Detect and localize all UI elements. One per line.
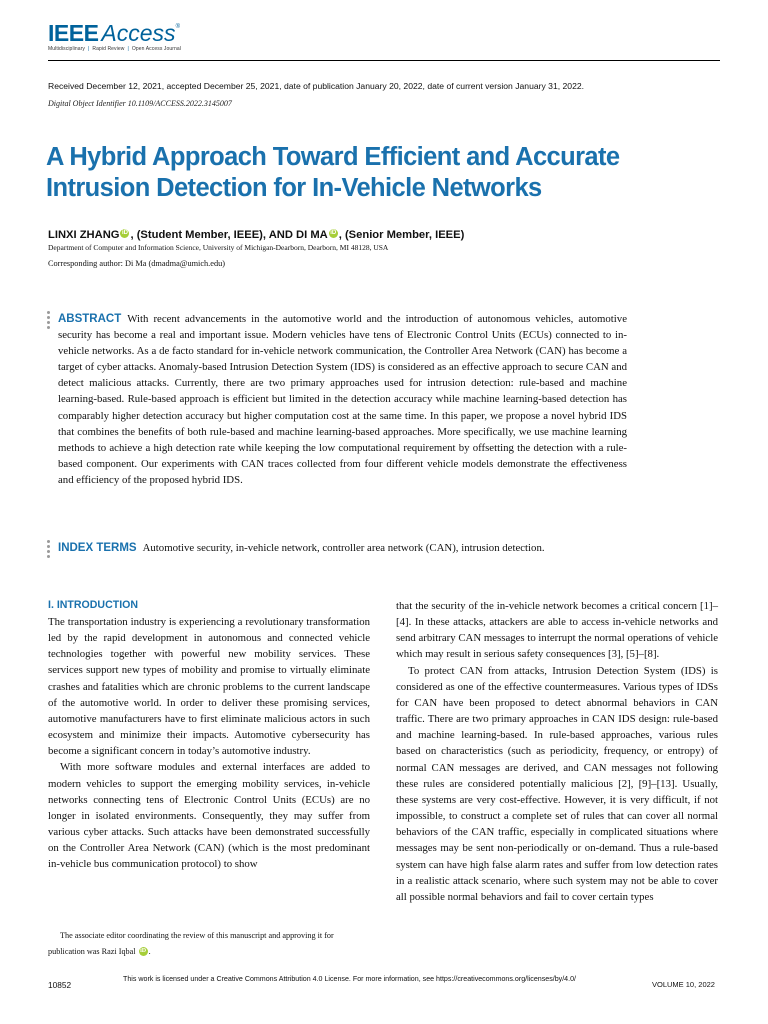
footnote-text: The associate editor coordinating the review of this manuscript and approving it for publication was Razi Iqbal — [48, 931, 334, 956]
index-terms-dots-icon — [47, 540, 50, 560]
abstract — [58, 311, 627, 488]
paper-title — [46, 142, 726, 204]
orcid-icon[interactable]: iD — [121, 230, 128, 236]
paragraph: that the security of the in-vehicle network becomes a critical concern [1]–[4]. In these attacks, attackers are able to access in-vehicle networks and send arbitrary CAN messages to interrupt the normal operations of vehicle which may result in serious safety consequences [3], [5]–[8]. — [396, 600, 719, 661]
abstract-text: With recent advancements in the automotive world and the introduction of autonomous vehicles, automotive security has become a real and important issue. Modern vehicles have tens of Electronic Control Units (ECUs) connected to in-vehicle networks. As a de facto standard for in-vehicle network communication, the Controller Area Network (CAN) has become a target of cyber attacks. Anomaly-based Intrusion Detection System (IDS) is considered as an effective approach to secure CAN and detect malicious attacks. Currently, there are two primary approaches used for intrusion detection: rule-based and machine learning-based. Rule-based approach is efficient but limited in the detection accuracy while machine learning-based detection has comparably higher detection accuracy but higher computation cost at the same time. In this paper, we propose a novel hybrid IDS that combines the benefits of both rule-based and machine learning-based approaches. More specifically, we use machine learning methods to achieve a high detection rate while keeping the low computational requirement by offsetting the detection with a rule-based component. Our experiments with CAN traces collected from four different vehicle models demonstrate the effectiveness and efficiency of the proposed hybrid IDS. — [58, 313, 627, 486]
orcid-icon[interactable]: iD — [330, 230, 337, 236]
publication-dates: Received December 12, 2021, accepted December 25, 2021, date of publication January 20, 2022, date of current version January 31, 2022. — [48, 81, 585, 91]
author-role: , (Student Member, IEEE), AND DI MA — [130, 229, 328, 241]
tagline-item: Multidisciplinary — [48, 46, 85, 52]
title-line: A Hybrid Approach Toward Efficient and Accurate — [46, 143, 620, 171]
abstract-label: ABSTRACT — [58, 313, 122, 325]
tagline-separator: | — [88, 46, 90, 52]
abstract-dots-icon — [47, 311, 50, 331]
corresponding-author: Corresponding author: Di Ma (dmadma@umich.edu) — [48, 259, 225, 268]
author-line — [48, 229, 464, 241]
right-column — [396, 598, 718, 905]
logo-access: Access — [101, 20, 176, 46]
tagline-item: Rapid Review — [92, 46, 125, 52]
volume-info: VOLUME 10, 2022 — [652, 980, 715, 989]
journal-tagline — [48, 46, 181, 52]
affiliation: Department of Computer and Information Science, University of Michigan-Dearborn, Dearborn, MI 48128, USA — [48, 243, 389, 252]
paragraph: With more software modules and external interfaces are added to modern vehicles to support the emerging mobility services, in-vehicle networks connecting tens of Electronic Control Units (ECUs) are no longer in isolated environments. Consequently, they may suffer from various cyber attacks. Such attacks have been demonstrated successfully on the Controller Area Network (CAN) (which is the most predominant in-vehicle bus communication protocol) to show — [48, 761, 370, 871]
paragraph: The transportation industry is experiencing a revolutionary transformation led by the rapid development in autonomous and connected vehicle technologies together with powerful new mobility services. These services support new types of mobility and promise to virtually eliminate crashes and fatalities which are chronic problems to the current landscape of the automotive world. In order to deliver these promising services, automotive manufacturers have to first eliminate malicious actors in such ecosystem and minimize their impacts. Automotive cybersecurity has become a significant concern in today’s automotive industry. — [48, 616, 370, 758]
paragraph: To protect CAN from attacks, Intrusion Detection System (IDS) is considered as one of the effective countermeasures. Various types of IDSs for CAN have been proposed to detect abnormal behaviors in CAN traffic. There are two primary approaches in CAN IDS design: rule-based and machine learning-based. In rule-based approaches, various rules based on characteristics (such as periodicity, frequency, or entropy) of normal CAN messages are derived, and CAN messages not following these rules are considered potentially malicious [2], [9]–[13]. Usually, these systems are very cost-effective. However, it is very difficult, if not impossible, to construct a complete set of rules that can cover all normal behaviors of the CAN traffic, especially in complicated situations where messages may be sent non-periodically or on-demand. Thus a rule-based system can have high false alarm rates and suffer from low detection rates in a realistic attack scenario, where such system may not be able to cover all possible normal behaviors and fail to cover certain types — [396, 664, 718, 903]
section-heading: I. INTRODUCTION — [48, 599, 139, 611]
title-line: Intrusion Detection for In-Vehicle Networks — [46, 174, 542, 202]
footnote-end: . — [148, 946, 151, 956]
logo-trademark: ® — [175, 24, 180, 30]
author-name: LINXI ZHANG — [48, 229, 120, 241]
doi: Digital Object Identifier 10.1109/ACCESS.2022.3145007 — [48, 99, 232, 108]
logo-ieee: IEEE — [48, 20, 99, 46]
index-terms-text: Automotive security, in-vehicle network, controller area network (CAN), intrusion detection. — [142, 542, 545, 554]
license-notice[interactable]: This work is licensed under a Creative Commons Attribution 4.0 License. For more information, see https://creativecommons.org/licenses/by/4.0/ — [123, 975, 577, 983]
index-terms-label: INDEX TERMS — [58, 542, 137, 554]
page-number: 10852 — [48, 980, 72, 990]
author-role: , (Senior Member, IEEE) — [338, 229, 465, 241]
tagline-separator: | — [127, 46, 129, 52]
tagline-item: Open Access Journal — [131, 46, 182, 52]
orcid-icon[interactable]: iD — [140, 947, 147, 954]
header-divider — [48, 60, 720, 61]
index-terms — [58, 540, 627, 556]
footnote — [48, 928, 370, 959]
left-column — [48, 614, 370, 873]
journal-logo — [48, 20, 180, 47]
